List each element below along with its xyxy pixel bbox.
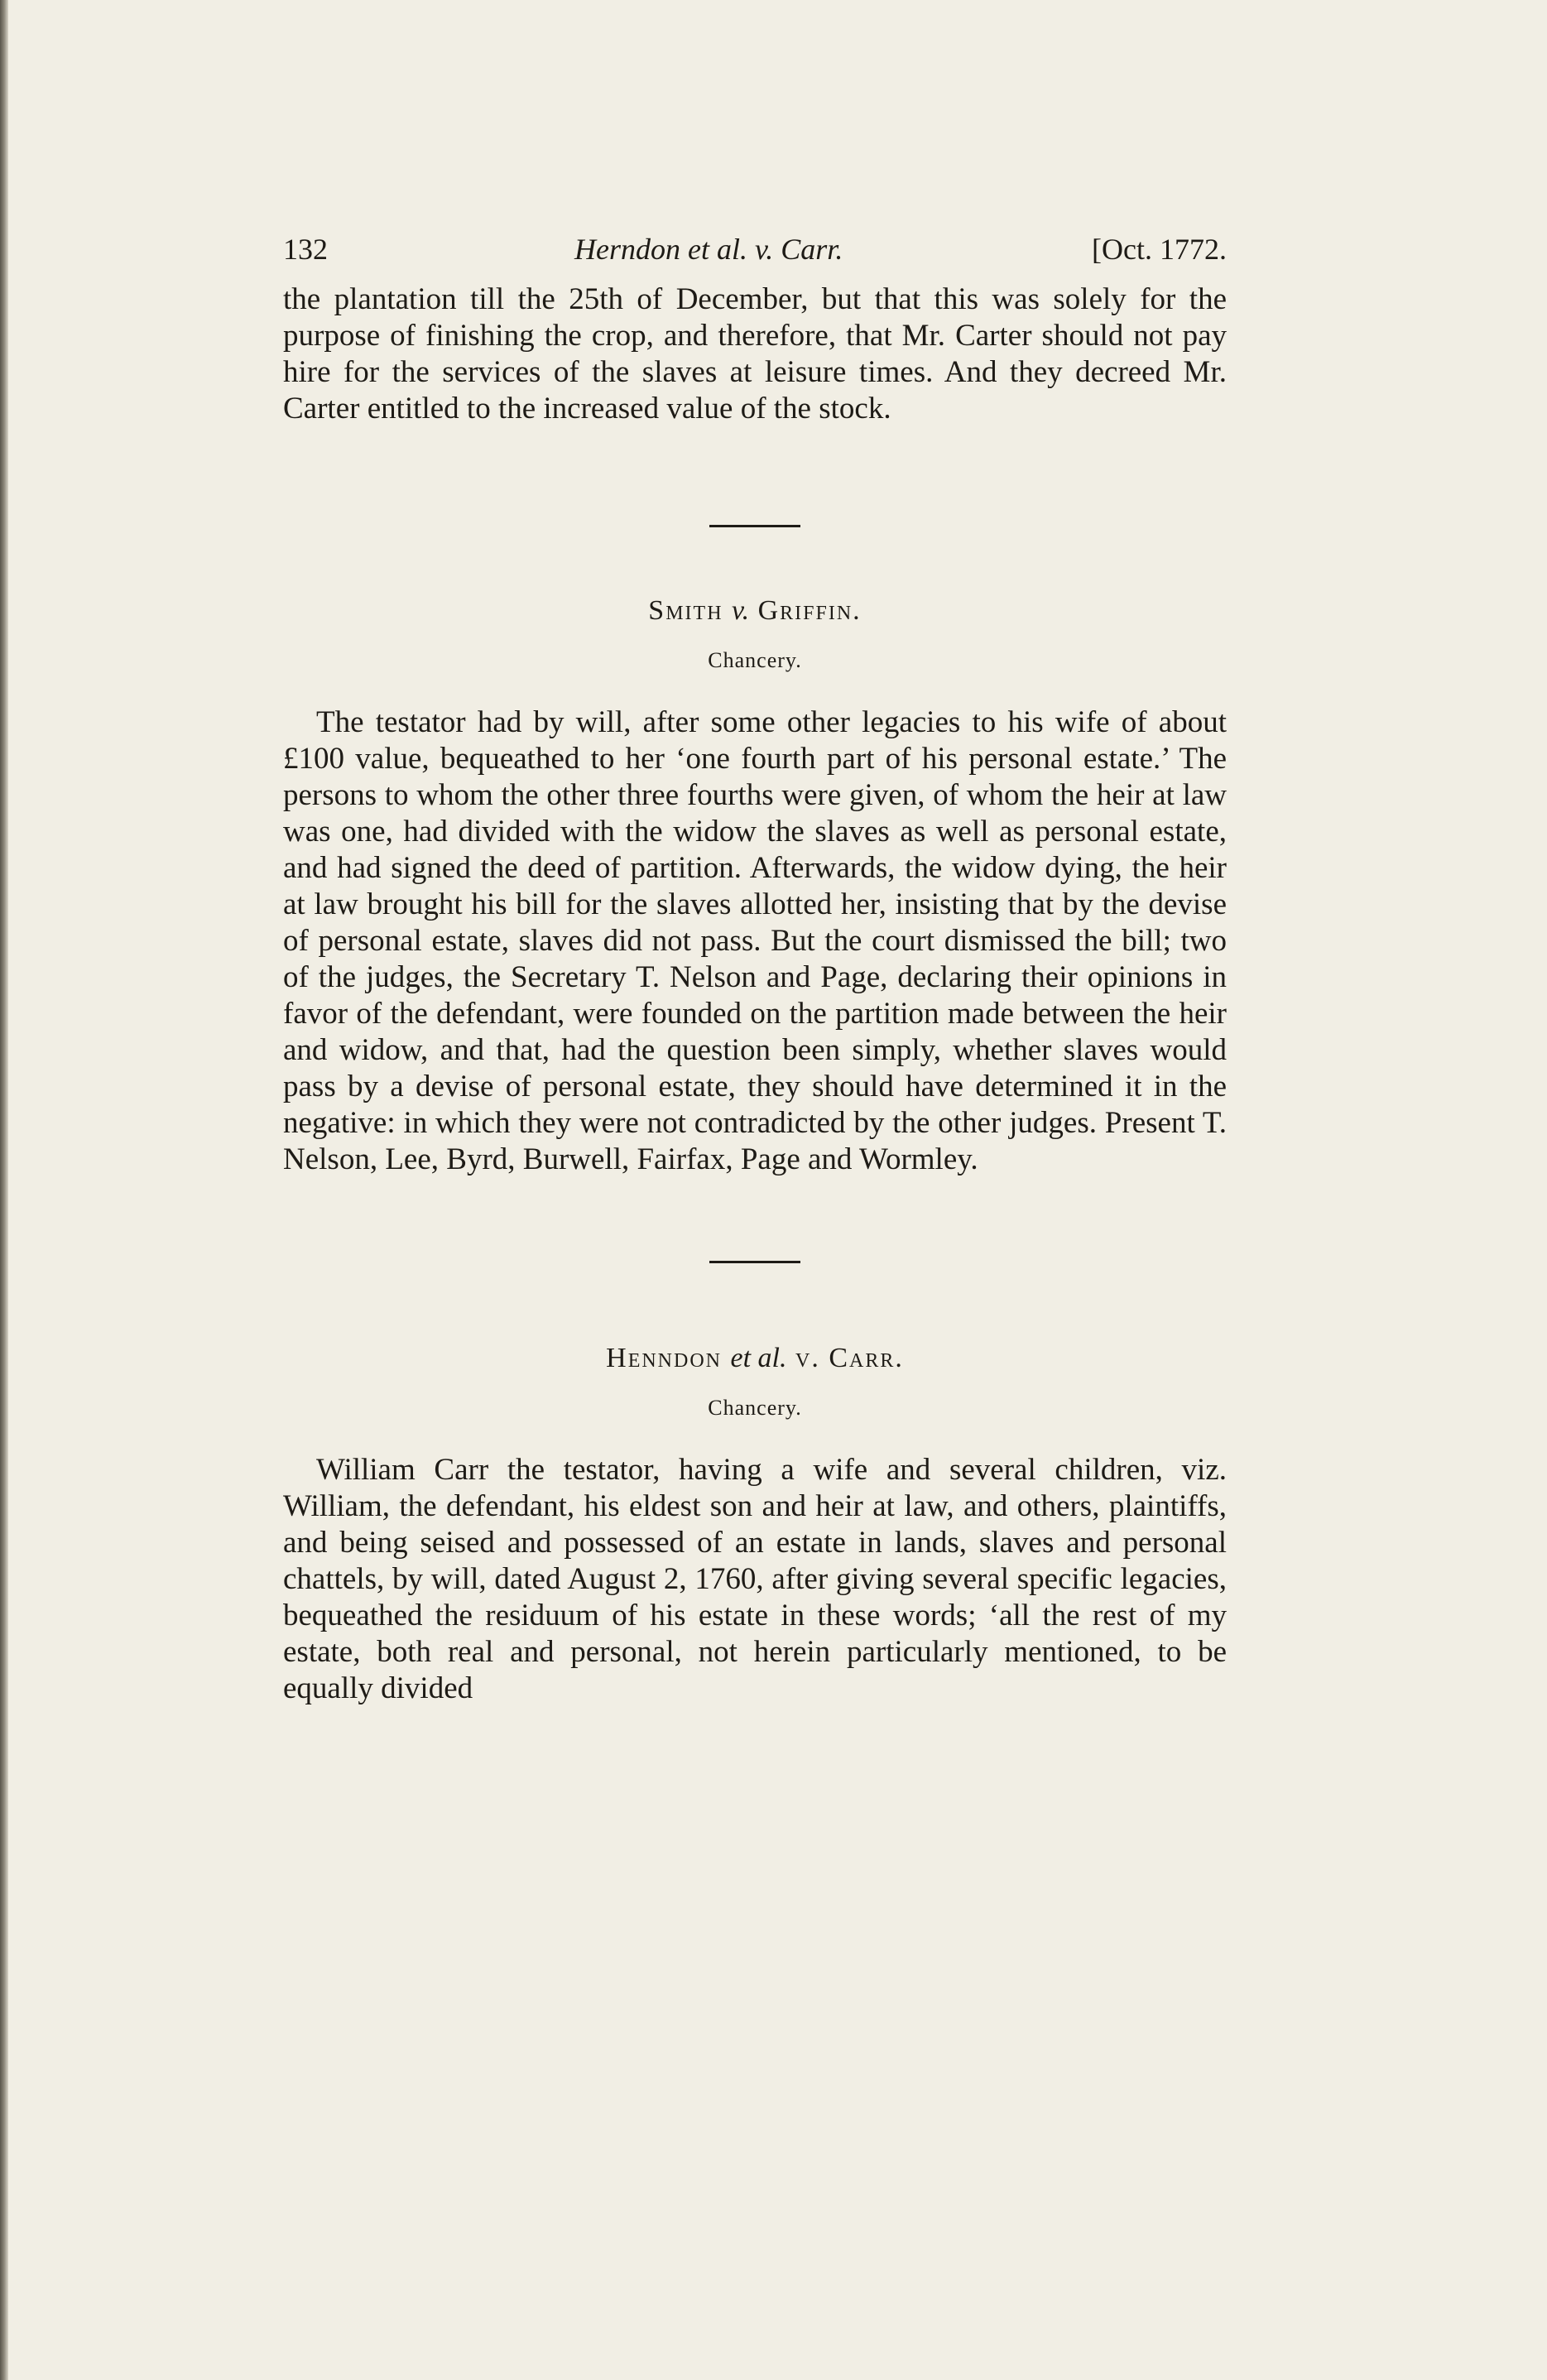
court-label: Chancery. — [708, 1396, 802, 1420]
running-date: [Oct. 1772. — [1092, 233, 1227, 266]
continued-paragraph: the plantation till the 25th of December, but that this was solely for the purpose of finishing the crop, and therefore, that Mr. Carter should not pay hire for the services of the slaves at leisure times. And they decreed Mr. Carter entitled to the increased value of the stock. — [283, 282, 1227, 426]
case-versus: v. — [732, 595, 750, 626]
case-title-henndon-carr — [283, 1343, 1227, 1374]
case-paragraph-smith-griffin: The testator had by will, after some other legacies to his wife of about £100 value, bequeathed to her ‘one fourth part of his personal estate.’ The persons to whom the other three fourths were given, of whom the heir at law was one, had divided with the widow the slaves as well as personal estate, and had signed the deed of partition. Afterwards, the widow dying, the heir at law brought his bill for the slaves allotted her, insisting that by the devise of personal estate, slaves did not pass. But the court dismissed the bill; two of the judges, the Secretary T. Nelson and Page, declaring their opinions in favor of the defendant, were founded on the partition made between the heir and widow, and that, had the question been simply, whether slaves would pass by a devise of personal estate, they should have determined it in the negative: in which they were not contradicted by the other judges. Present T. Nelson, Lee, Byrd, Burwell, Fairfax, Page and Wormley. — [283, 705, 1227, 1176]
book-spine-shadow — [0, 0, 8, 2380]
case-et-al: et al. — [730, 1343, 787, 1373]
case-paragraph-henndon-carr: William Carr the testator, having a wife and several children, viz. William, the defendant, his eldest son and heir at law, and others, plaintiffs, and being seised and possessed of an estate in lands, slaves and personal chattels, by will, dated August 2, 1760, after giving several specific legacies, bequeathed the residuum of his estate in these words; ‘all the rest of my estate, both real and personal, not herein particularly mentioned, to be equally divided — [283, 1453, 1227, 1705]
book-page — [283, 232, 1227, 1707]
case-party-b: v. Carr. — [795, 1343, 904, 1373]
court-label: Chancery. — [708, 648, 802, 672]
case-party-a: Smith — [648, 595, 723, 626]
running-head — [283, 232, 1227, 281]
case-title-smith-griffin — [283, 595, 1227, 627]
case-party-b: Griffin. — [757, 595, 862, 626]
case-party-a: Henndon — [606, 1343, 723, 1373]
page-number: 132 — [283, 233, 328, 266]
running-title: Herndon et al. v. Carr. — [574, 233, 843, 266]
